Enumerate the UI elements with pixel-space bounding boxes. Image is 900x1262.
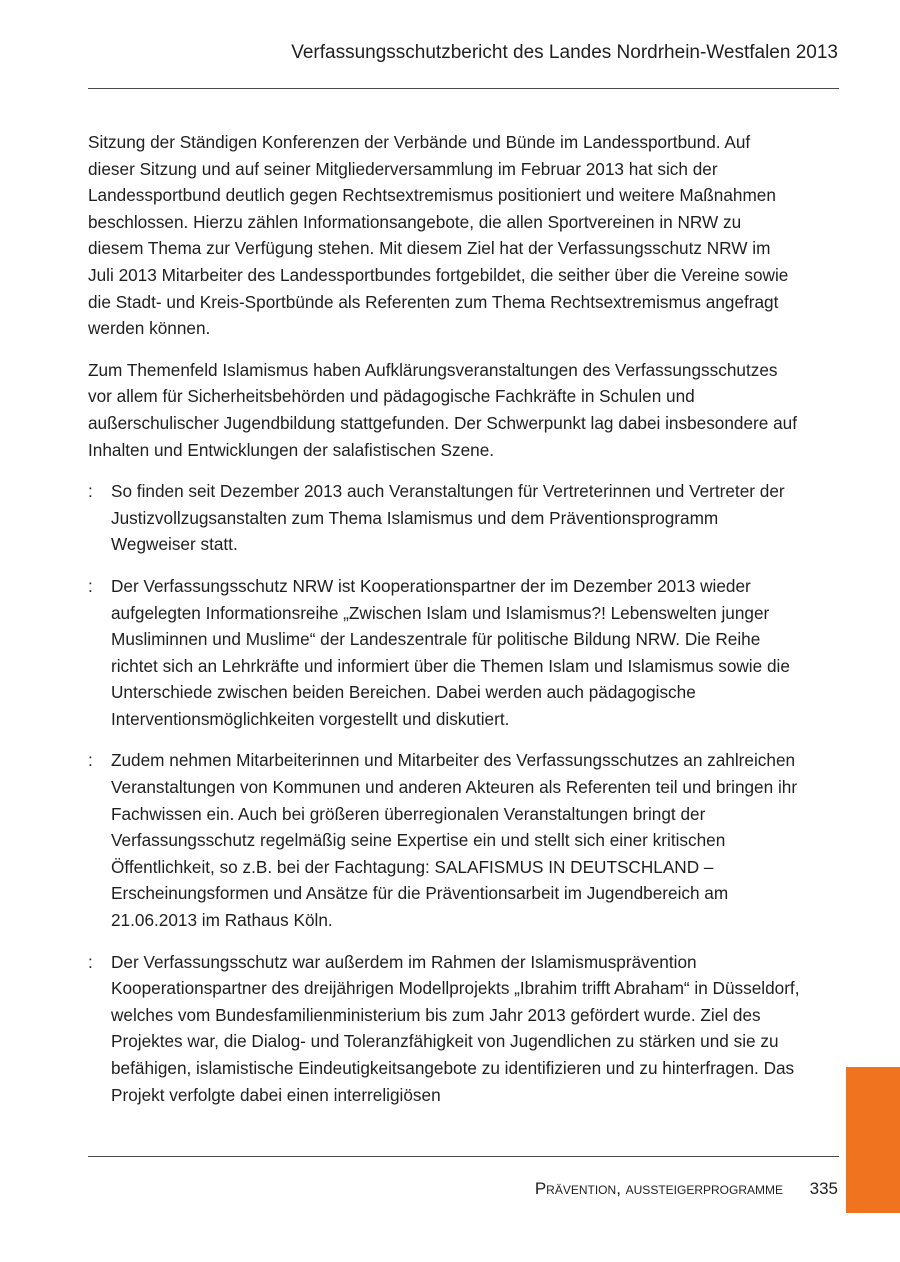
bullet-text: So finden seit Dezember 2013 auch Veranstaltungen für Vertreterinnen und Vertreter der Justizvollzugsanstalten zum Thema Islamismus und dem Präventionsprogramm Wegweiser statt.: [111, 481, 785, 555]
page-body: [88, 129, 800, 1123]
running-header-title: Verfassungsschutzbericht des Landes Nordrhein-Westfalen 2013: [291, 42, 838, 63]
header-divider: [88, 88, 839, 89]
footer-section-first: Prävention: [534, 1179, 617, 1198]
bullet-item: [88, 573, 800, 733]
bullet-item: [88, 747, 800, 933]
bullet-list: [88, 478, 800, 1108]
bullet-marker: :: [88, 750, 93, 771]
chapter-color-tab: [846, 1067, 900, 1213]
bullet-marker: :: [88, 575, 93, 596]
bullet-text: Der Verfassungsschutz war außerdem im Rahmen der Islamismusprävention Kooperationspartner des dreijährigen Modellprojekts „Ibrahim trifft Abraham“ in Düsseldorf, welches vom Bundesfamilienministerium bis zum Jahr 2013 gefördert wurde. Ziel des Projektes war, die Dialog- und Toleranzfähigkeit von Jugendlichen zu stärken und sie zu befähigen, islamistische Eindeutigkeitsangebote zu identifizieren und zu hinterfragen. Das Projekt verfolgte dabei einen interreligiösen: [111, 951, 800, 1105]
body-paragraph: Zum Themenfeld Islamismus haben Aufklärungsveranstaltungen des Verfassungsschutzes vor allem für Sicherheitsbehörden und pädagogische Fachkräfte in Schulen und außerschulischer Jugendbildung stattgefunden. Der Schwerpunkt lag dabei insbesondere auf Inhalten und Entwicklungen der salafistischen Szene.: [88, 359, 797, 460]
bullet-item: [88, 949, 800, 1109]
bullet-marker: :: [88, 481, 93, 502]
page-number: 335: [809, 1179, 838, 1198]
footer-divider: [88, 1156, 839, 1157]
bullet-item: [88, 478, 800, 558]
bullet-text: Der Verfassungsschutz NRW ist Kooperationspartner der im Dezember 2013 wieder aufgelegten Informationsreihe „Zwischen Islam und Islamismus?! Lebenswelten junger Musliminnen und Muslime“ der Landeszentrale für politische Bildung NRW. Die Reihe richtet sich an Lehrkräfte und informiert über die Themen Islam und Islamismus sowie die Unterschiede zwischen beiden Bereichen. Dabei werden auch pädagogische Interventionsmöglichkeiten vorgestellt und diskutiert.: [111, 575, 790, 729]
footer-section-title: [535, 1179, 783, 1199]
bullet-marker: :: [88, 951, 93, 972]
footer-section-separator: ,: [616, 1179, 626, 1198]
footer-section-rest: aussteigerprogramme: [625, 1179, 783, 1198]
bullet-text: Zudem nehmen Mitarbeiterinnen und Mitarbeiter des Verfassungsschutzes an zahlreichen Veranstaltungen von Kommunen und anderen Akteuren als Referenten teil und bringen ihr Fachwissen ein. Auch bei größeren überregionalen Veranstaltungen bringt der Verfassungsschutz regelmäßig seine Expertise ein und stellt sich einer kritischen Öffentlichkeit, so z.B. bei der Fachtagung: SALAFISMUS IN DEUTSCHLAND – Erscheinungsformen und Ansätze für die Präventionsarbeit im Jugendbereich am 21.06.2013 im Rathaus Köln.: [111, 750, 798, 931]
body-paragraph: Sitzung der Ständigen Konferenzen der Verbände und Bünde im Landessportbund. Auf dieser Sitzung und auf seiner Mitgliederversammlung im Februar 2013 hat sich der Landessportbund deutlich gegen Rechtsextremismus positioniert und weitere Maßnahmen beschlossen. Hierzu zählen Informationsangebote, die allen Sportvereinen in NRW zu diesem Thema zur Verfügung stehen. Mit diesem Ziel hat der Verfassungsschutz NRW im Juli 2013 Mitarbeiter des Landessportbundes fortgebildet, die seither über die Vereine sowie die Stadt- und Kreis-Sportbünde als Referenten zum Thema Rechtsextremismus angefragt werden können.: [88, 132, 789, 339]
